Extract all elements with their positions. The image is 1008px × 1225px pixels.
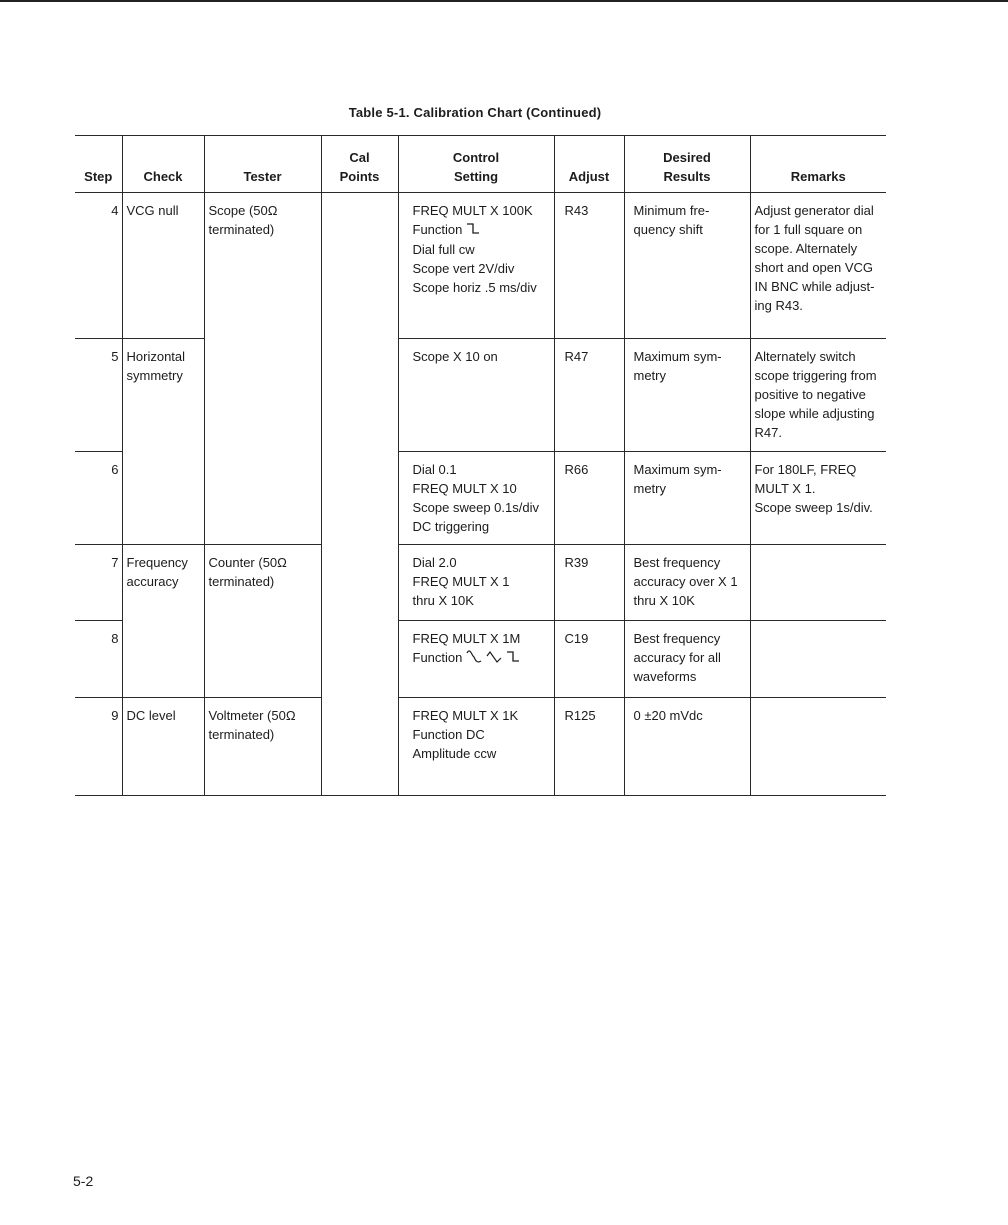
step-cell: 5 <box>75 339 122 452</box>
remarks-line: short and open VCG <box>754 260 874 275</box>
table-row-step-7 <box>75 545 886 621</box>
page-number: 5-2 <box>73 1173 94 1189</box>
step-cell: 7 <box>75 545 122 621</box>
check-cell <box>122 698 204 796</box>
remarks-line: Scope sweep 1s/div. <box>754 500 873 515</box>
control-line: Scope vert 2V/div <box>412 261 515 277</box>
tester-line: Voltmeter (50Ω <box>208 708 296 723</box>
desired-line: 0 ±20 mVdc <box>633 708 703 723</box>
header-control-setting-line: Setting <box>453 169 499 184</box>
control-line: Dial 0.1 <box>412 462 457 477</box>
desired-line: accuracy for all <box>633 650 721 665</box>
header-cal-points-line: Points <box>339 169 380 184</box>
remarks-line: scope triggering from <box>754 368 877 383</box>
desired-line: metry <box>633 481 666 496</box>
table-row-step-5 <box>75 339 886 452</box>
control-cell <box>398 545 554 621</box>
control-line: FREQ MULT X 10 <box>412 481 517 496</box>
tester-cell <box>204 545 321 698</box>
check-cell <box>122 339 204 545</box>
remarks-line: R47. <box>754 425 782 440</box>
adjust-cell: R43 <box>554 193 624 339</box>
square-wave-icon <box>466 221 480 240</box>
desired-line: metry <box>633 368 666 383</box>
remarks-cell <box>750 698 886 796</box>
step-cell: 4 <box>75 193 122 339</box>
remarks-cell <box>750 339 886 452</box>
header-cal-points-line: Cal <box>349 150 370 165</box>
control-cell <box>398 452 554 545</box>
step-cell: 6 <box>75 452 122 545</box>
remarks-line: ing R43. <box>754 298 803 313</box>
control-cell <box>398 193 554 339</box>
tester-line: terminated) <box>208 222 275 237</box>
desired-cell <box>624 545 750 621</box>
tester-line: terminated) <box>208 574 275 589</box>
control-line: FREQ MULT X 1 <box>412 574 510 589</box>
header-cal-points <box>321 136 398 193</box>
control-line: FREQ MULT X 100K <box>412 203 533 218</box>
control-line: FREQ MULT X 1M <box>412 631 521 646</box>
adjust-cell: R39 <box>554 545 624 621</box>
cal-points-cell <box>321 193 398 796</box>
remarks-cell <box>750 621 886 698</box>
header-row <box>75 136 886 193</box>
tester-line: Counter (50Ω <box>208 555 287 570</box>
header-control-setting <box>398 136 554 193</box>
desired-cell <box>624 698 750 796</box>
remarks-line: For 180LF, FREQ <box>754 462 857 477</box>
header-tester: Tester <box>204 136 321 193</box>
desired-cell <box>624 339 750 452</box>
header-remarks: Remarks <box>750 136 886 193</box>
check-line: VCG null <box>126 203 179 218</box>
control-line: DC triggering <box>412 519 490 534</box>
desired-line: Maximum sym- <box>633 349 722 364</box>
control-line: Scope X 10 on <box>412 349 498 364</box>
control-line <box>413 648 551 668</box>
control-line-text: Function <box>412 222 463 237</box>
adjust-cell: R66 <box>554 452 624 545</box>
remarks-line: MULT X 1. <box>754 481 816 496</box>
control-cell <box>398 621 554 698</box>
control-cell <box>398 698 554 796</box>
adjust-cell: R125 <box>554 698 624 796</box>
check-line: symmetry <box>126 368 183 383</box>
desired-cell <box>624 621 750 698</box>
desired-line: Best frequency <box>633 555 721 570</box>
desired-line: quency shift <box>633 222 703 237</box>
sine-wave-icon <box>466 649 482 668</box>
table-row-step-9 <box>75 698 886 796</box>
check-line: accuracy <box>126 574 179 589</box>
remarks-line: Alternately switch <box>754 349 856 364</box>
square-wave-icon <box>506 649 520 668</box>
control-cell <box>398 339 554 452</box>
desired-line: waveforms <box>633 669 697 684</box>
check-line: Horizontal <box>126 349 186 364</box>
header-desired-results <box>624 136 750 193</box>
remarks-cell <box>750 545 886 621</box>
control-line: Dial 2.0 <box>412 555 457 570</box>
page-top-edge <box>0 0 1008 2</box>
remarks-line: Adjust generator dial <box>754 203 874 218</box>
header-control-setting-line: Control <box>452 150 500 165</box>
desired-cell <box>624 193 750 339</box>
remarks-line: positive to negative <box>754 387 866 402</box>
remarks-line: scope. Alternately <box>754 241 858 256</box>
header-desired-results-line: Desired <box>663 150 711 165</box>
step-cell: 9 <box>75 698 122 796</box>
control-line: thru X 10K <box>412 593 474 608</box>
remarks-cell <box>750 193 886 339</box>
check-line: DC level <box>126 708 176 723</box>
adjust-cell: R47 <box>554 339 624 452</box>
tester-cell <box>204 698 321 796</box>
tester-line: Scope (50Ω <box>208 203 278 218</box>
check-cell <box>122 545 204 698</box>
control-line: Scope horiz .5 ms/div <box>412 280 537 296</box>
desired-line: Maximum sym- <box>633 462 722 477</box>
header-adjust: Adjust <box>554 136 624 193</box>
control-line: Scope sweep 0.1s/div <box>412 500 539 515</box>
header-step: Step <box>75 136 122 193</box>
remarks-line: for 1 full square on <box>754 222 863 237</box>
desired-cell <box>624 452 750 545</box>
control-line: FREQ MULT X 1K <box>412 708 519 723</box>
remarks-line: IN BNC while adjust- <box>754 279 875 294</box>
remarks-line: slope while adjusting <box>754 406 875 421</box>
triangle-wave-icon <box>486 649 502 668</box>
tester-line: terminated) <box>208 727 275 742</box>
control-line <box>413 220 551 240</box>
control-line: Function DC <box>412 727 485 742</box>
control-line: Amplitude ccw <box>412 746 497 761</box>
desired-line: Best frequency <box>633 631 721 646</box>
table-title: Table 5-1. Calibration Chart (Continued) <box>348 105 602 120</box>
remarks-cell <box>750 452 886 545</box>
adjust-cell: C19 <box>554 621 624 698</box>
header-check: Check <box>122 136 204 193</box>
desired-line: Minimum fre- <box>633 203 710 218</box>
tester-cell <box>204 193 321 545</box>
check-cell <box>122 193 204 339</box>
step-cell: 8 <box>75 621 122 698</box>
desired-line: accuracy over X 1 <box>633 574 738 589</box>
control-line-text: Function <box>412 650 463 665</box>
control-line: Dial full cw <box>412 242 475 258</box>
calibration-table <box>75 135 886 796</box>
header-desired-results-line: Results <box>663 169 711 184</box>
table-row-step-4 <box>75 193 886 339</box>
desired-line: thru X 10K <box>633 593 695 608</box>
check-line: Frequency <box>126 555 188 570</box>
